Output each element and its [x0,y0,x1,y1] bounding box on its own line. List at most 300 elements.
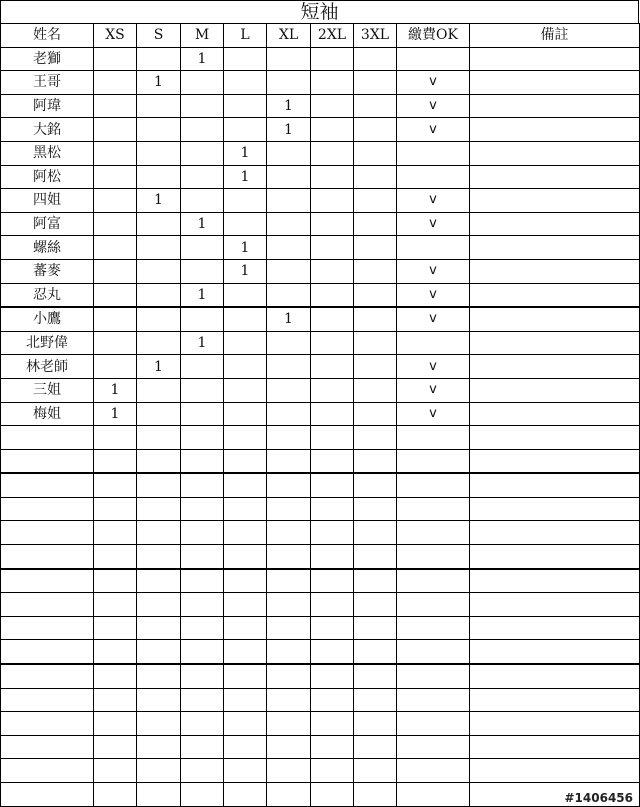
s-cell [137,259,181,283]
table-row [1,545,640,569]
paid-cell [397,165,470,189]
xs-cell [94,259,137,283]
2xl-cell [311,47,354,71]
xl-cell [267,449,311,473]
paid-cell [397,236,470,260]
s-cell [137,569,181,593]
paid-cell [397,616,470,640]
paid-cell [397,545,470,569]
3xl-cell [354,545,397,569]
s-cell [137,283,181,307]
m-cell [181,426,224,450]
name-cell [1,593,94,617]
table-row [1,783,640,807]
name-cell: 忍丸 [1,283,94,307]
paid-cell [397,664,470,688]
sheet-title: 短袖 [0,0,639,23]
3xl-cell [354,189,397,213]
table-row [1,355,640,379]
l-cell [224,569,267,593]
note-cell [470,616,640,640]
name-cell: 王哥 [1,71,94,95]
m-cell [181,712,224,736]
name-cell: 螺絲 [1,236,94,260]
header-xl: XL [267,24,311,48]
s-cell [137,735,181,759]
3xl-cell [354,307,397,331]
header-m: M [181,24,224,48]
s-cell [137,94,181,118]
l-cell: 1 [224,165,267,189]
m-cell: 1 [181,212,224,236]
xs-cell [94,664,137,688]
xs-cell [94,118,137,142]
m-cell [181,664,224,688]
xs-cell [94,759,137,783]
2xl-cell [311,545,354,569]
table-row [1,71,640,95]
xs-cell [94,236,137,260]
paid-cell: v [397,307,470,331]
paid-cell: v [397,355,470,379]
paid-cell [397,593,470,617]
name-cell [1,616,94,640]
paid-cell: v [397,283,470,307]
table-row [1,236,640,260]
s-cell [137,521,181,545]
xs-cell [94,355,137,379]
l-cell [224,664,267,688]
xl-cell [267,47,311,71]
name-cell: 老獅 [1,47,94,71]
2xl-cell [311,307,354,331]
xs-cell [94,212,137,236]
l-cell [224,283,267,307]
xl-cell [267,521,311,545]
name-cell [1,545,94,569]
s-cell [137,640,181,664]
3xl-cell [354,616,397,640]
l-cell [224,212,267,236]
3xl-cell [354,71,397,95]
header-paid: 繳費OK [397,24,470,48]
2xl-cell [311,94,354,118]
note-cell [470,402,640,426]
note-cell [470,189,640,213]
header-2xl: 2XL [311,24,354,48]
m-cell: 1 [181,47,224,71]
note-cell [470,283,640,307]
s-cell: 1 [137,355,181,379]
m-cell [181,189,224,213]
l-cell [224,712,267,736]
2xl-cell [311,331,354,355]
s-cell [137,402,181,426]
2xl-cell [311,688,354,712]
l-cell [224,616,267,640]
m-cell [181,141,224,165]
l-cell: 1 [224,236,267,260]
note-cell [470,71,640,95]
xl-cell [267,331,311,355]
paid-cell: v [397,212,470,236]
table-row [1,569,640,593]
2xl-cell [311,569,354,593]
paid-cell [397,473,470,497]
m-cell [181,688,224,712]
table-row [1,616,640,640]
3xl-cell [354,331,397,355]
name-cell [1,497,94,521]
note-cell [470,378,640,402]
table-row [1,759,640,783]
m-cell [181,71,224,95]
xs-cell [94,47,137,71]
paid-cell [397,688,470,712]
xl-cell [267,759,311,783]
note-cell [470,141,640,165]
xs-cell [94,593,137,617]
xs-cell [94,688,137,712]
xl-cell [267,378,311,402]
s-cell [137,118,181,142]
s-cell [137,426,181,450]
xs-cell: 1 [94,402,137,426]
s-cell [137,307,181,331]
m-cell [181,593,224,617]
2xl-cell [311,141,354,165]
l-cell [224,759,267,783]
table-row [1,378,640,402]
l-cell [224,94,267,118]
header-xs: XS [94,24,137,48]
note-cell [470,545,640,569]
l-cell [224,735,267,759]
paid-cell: v [397,378,470,402]
xs-cell: 1 [94,378,137,402]
m-cell [181,569,224,593]
l-cell [224,521,267,545]
xs-cell [94,331,137,355]
m-cell [181,449,224,473]
note-cell [470,473,640,497]
paid-cell [397,331,470,355]
note-cell [470,355,640,379]
s-cell: 1 [137,189,181,213]
name-cell: 阿富 [1,212,94,236]
xs-cell [94,521,137,545]
note-cell [470,688,640,712]
table-row [1,259,640,283]
2xl-cell [311,449,354,473]
xl-cell [267,189,311,213]
l-cell [224,189,267,213]
name-cell: 蕃麥 [1,259,94,283]
xl-cell [267,283,311,307]
m-cell [181,473,224,497]
paid-cell [397,521,470,545]
m-cell [181,307,224,331]
note-cell [470,426,640,450]
name-cell [1,688,94,712]
note-cell [470,712,640,736]
table-row [1,283,640,307]
3xl-cell [354,426,397,450]
2xl-cell [311,165,354,189]
s-cell [137,593,181,617]
l-cell [224,783,267,807]
3xl-cell [354,735,397,759]
paid-cell [397,497,470,521]
3xl-cell [354,259,397,283]
note-cell [470,118,640,142]
paid-cell: v [397,94,470,118]
2xl-cell [311,735,354,759]
3xl-cell [354,94,397,118]
2xl-cell [311,355,354,379]
xl-cell [267,569,311,593]
m-cell [181,616,224,640]
2xl-cell [311,521,354,545]
m-cell: 1 [181,331,224,355]
2xl-cell [311,640,354,664]
2xl-cell [311,664,354,688]
table-row [1,402,640,426]
name-cell: 阿松 [1,165,94,189]
name-cell: 林老師 [1,355,94,379]
paid-cell: v [397,189,470,213]
note-cell [470,331,640,355]
note-cell [470,521,640,545]
s-cell [137,664,181,688]
3xl-cell [354,593,397,617]
2xl-cell [311,378,354,402]
s-cell [137,331,181,355]
xl-cell [267,236,311,260]
xl-cell [267,735,311,759]
xl-cell [267,545,311,569]
table-row [1,212,640,236]
m-cell [181,759,224,783]
l-cell [224,545,267,569]
l-cell [224,497,267,521]
3xl-cell [354,141,397,165]
name-cell [1,640,94,664]
3xl-cell [354,47,397,71]
table-row [1,426,640,450]
header-l: L [224,24,267,48]
s-cell [137,449,181,473]
m-cell [181,355,224,379]
2xl-cell [311,759,354,783]
s-cell [137,616,181,640]
xl-cell [267,497,311,521]
name-cell [1,664,94,688]
s-cell: 1 [137,71,181,95]
xs-cell [94,616,137,640]
2xl-cell [311,118,354,142]
note-cell [470,593,640,617]
2xl-cell [311,616,354,640]
xs-cell [94,569,137,593]
m-cell [181,640,224,664]
m-cell [181,545,224,569]
name-cell: 大銘 [1,118,94,142]
3xl-cell [354,355,397,379]
m-cell [181,735,224,759]
name-cell: 北野偉 [1,331,94,355]
s-cell [137,165,181,189]
paid-cell [397,141,470,165]
l-cell [224,71,267,95]
note-cell [470,640,640,664]
table-row [1,497,640,521]
paid-cell [397,759,470,783]
paid-cell [397,712,470,736]
name-cell [1,521,94,545]
watermark-id: #1406456 [564,790,633,805]
2xl-cell [311,426,354,450]
s-cell [137,212,181,236]
3xl-cell [354,497,397,521]
xs-cell [94,283,137,307]
m-cell [181,236,224,260]
2xl-cell [311,71,354,95]
table-row [1,141,640,165]
l-cell [224,402,267,426]
s-cell [137,712,181,736]
2xl-cell [311,259,354,283]
paid-cell: v [397,118,470,142]
paid-cell: v [397,402,470,426]
l-cell [224,449,267,473]
2xl-cell [311,402,354,426]
xs-cell [94,783,137,807]
l-cell [224,378,267,402]
xl-cell [267,355,311,379]
l-cell: 1 [224,141,267,165]
l-cell [224,593,267,617]
s-cell [137,236,181,260]
header-name: 姓名 [1,24,94,48]
2xl-cell [311,189,354,213]
2xl-cell [311,712,354,736]
3xl-cell [354,664,397,688]
m-cell [181,94,224,118]
table-row [1,473,640,497]
name-cell: 四姐 [1,189,94,213]
xl-cell [267,712,311,736]
m-cell [181,259,224,283]
xl-cell [267,783,311,807]
2xl-cell [311,497,354,521]
xl-cell [267,71,311,95]
paid-cell: v [397,71,470,95]
l-cell [224,118,267,142]
l-cell: 1 [224,259,267,283]
l-cell [224,307,267,331]
paid-cell [397,735,470,759]
3xl-cell [354,688,397,712]
xs-cell [94,449,137,473]
paid-cell [397,47,470,71]
note-cell [470,759,640,783]
3xl-cell [354,712,397,736]
table-row [1,94,640,118]
paid-cell [397,569,470,593]
name-cell [1,426,94,450]
2xl-cell [311,593,354,617]
l-cell [224,355,267,379]
header-s: S [137,24,181,48]
note-cell [470,236,640,260]
l-cell [224,640,267,664]
note-cell [470,569,640,593]
xs-cell [94,545,137,569]
table-row [1,593,640,617]
3xl-cell [354,402,397,426]
name-cell: 小鷹 [1,307,94,331]
3xl-cell [354,283,397,307]
m-cell [181,497,224,521]
name-cell [1,735,94,759]
paid-cell [397,426,470,450]
xl-cell [267,593,311,617]
note-cell [470,165,640,189]
3xl-cell [354,759,397,783]
name-cell [1,783,94,807]
xs-cell [94,71,137,95]
table-row [1,118,640,142]
xl-cell [267,640,311,664]
order-table [0,23,640,807]
m-cell [181,118,224,142]
xl-cell [267,402,311,426]
xl-cell [267,473,311,497]
table-row [1,664,640,688]
table-row [1,640,640,664]
xl-cell [267,259,311,283]
xs-cell [94,735,137,759]
name-cell [1,569,94,593]
xl-cell [267,212,311,236]
xs-cell [94,189,137,213]
2xl-cell [311,473,354,497]
table-row [1,165,640,189]
s-cell [137,497,181,521]
table-row [1,688,640,712]
m-cell [181,783,224,807]
xs-cell [94,712,137,736]
xs-cell [94,497,137,521]
xl-cell [267,426,311,450]
table-row [1,331,640,355]
s-cell [137,688,181,712]
name-cell: 黑松 [1,141,94,165]
l-cell [224,473,267,497]
3xl-cell [354,449,397,473]
xs-cell [94,640,137,664]
2xl-cell [311,212,354,236]
2xl-cell [311,236,354,260]
xl-cell: 1 [267,94,311,118]
name-cell: 阿瑋 [1,94,94,118]
xl-cell: 1 [267,118,311,142]
paid-cell [397,640,470,664]
xs-cell [94,307,137,331]
table-row [1,189,640,213]
3xl-cell [354,569,397,593]
